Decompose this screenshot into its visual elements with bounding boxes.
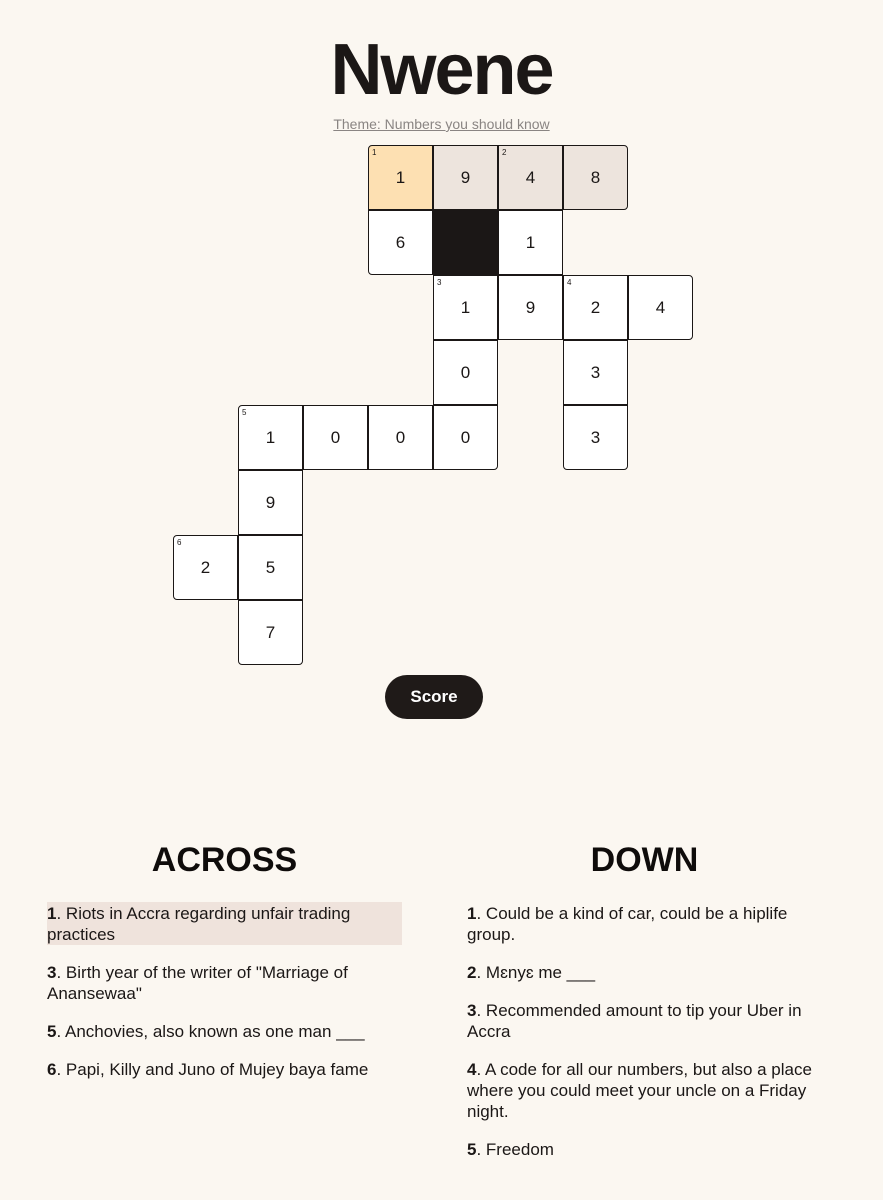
clue-text: . Birth year of the writer of "Marriage of Anansewaa" bbox=[47, 963, 348, 1003]
cell-value: 0 bbox=[460, 427, 471, 447]
cell-value: 4 bbox=[525, 167, 536, 187]
cell-value: 1 bbox=[525, 232, 536, 252]
across-heading: ACROSS bbox=[151, 841, 298, 879]
clue-text: . Freedom bbox=[476, 1140, 554, 1159]
down-clue-1[interactable] bbox=[467, 902, 827, 945]
across-clue-3[interactable] bbox=[47, 961, 402, 1004]
cell-number: 4 bbox=[567, 278, 572, 287]
cell-value: 4 bbox=[655, 297, 666, 317]
score-button[interactable]: Score bbox=[385, 675, 483, 719]
clue-text: . Riots in Accra regarding unfair trading practices bbox=[47, 904, 351, 944]
down-clue-3[interactable] bbox=[467, 999, 827, 1042]
grid-block-cell bbox=[433, 210, 498, 275]
grid-cell[interactable] bbox=[368, 210, 433, 275]
clue-number: 1 bbox=[467, 904, 477, 923]
cell-number: 6 bbox=[177, 538, 182, 547]
grid-cell[interactable] bbox=[433, 145, 498, 210]
cell-value: 8 bbox=[590, 167, 601, 187]
cell-number: 2 bbox=[502, 148, 507, 157]
cell-value: 3 bbox=[590, 362, 601, 382]
grid-cell[interactable] bbox=[173, 535, 238, 600]
grid-cell[interactable] bbox=[628, 275, 693, 340]
grid-cell[interactable] bbox=[368, 405, 433, 470]
across-clue-6[interactable] bbox=[47, 1058, 402, 1080]
down-clue-list bbox=[467, 902, 827, 1176]
grid-cell[interactable] bbox=[433, 340, 498, 405]
cell-number: 5 bbox=[242, 408, 247, 417]
cell-value: 0 bbox=[460, 362, 471, 382]
grid-cell[interactable] bbox=[498, 145, 563, 210]
across-clue-list bbox=[47, 902, 402, 1096]
cell-value: 9 bbox=[460, 167, 471, 187]
down-clue-4[interactable] bbox=[467, 1058, 827, 1122]
cell-value: 3 bbox=[590, 427, 601, 447]
clue-text: . Papi, Killy and Juno of Mujey baya fame bbox=[56, 1060, 369, 1079]
page-title: Nwene bbox=[330, 30, 553, 110]
cell-number: 3 bbox=[437, 278, 442, 287]
grid-cell[interactable] bbox=[238, 470, 303, 535]
cell-value: 2 bbox=[200, 557, 211, 577]
grid-cell[interactable] bbox=[563, 340, 628, 405]
grid-cell[interactable] bbox=[303, 405, 368, 470]
theme-link[interactable]: Theme: Numbers you should know bbox=[333, 116, 550, 132]
cell-value: 1 bbox=[460, 297, 471, 317]
grid-cell[interactable] bbox=[563, 405, 628, 470]
cell-number: 1 bbox=[372, 148, 377, 157]
cell-value: 1 bbox=[265, 427, 276, 447]
grid-cell[interactable] bbox=[238, 535, 303, 600]
cell-value: 9 bbox=[525, 297, 536, 317]
grid-cell[interactable] bbox=[433, 405, 498, 470]
cell-value: 2 bbox=[590, 297, 601, 317]
down-clue-5[interactable] bbox=[467, 1138, 827, 1160]
grid-cell[interactable] bbox=[498, 210, 563, 275]
grid-cell[interactable] bbox=[563, 275, 628, 340]
grid-cell[interactable] bbox=[368, 145, 433, 210]
grid-cell[interactable] bbox=[563, 145, 628, 210]
grid-cell[interactable] bbox=[433, 275, 498, 340]
clue-number: 6 bbox=[47, 1060, 57, 1079]
grid-cell[interactable] bbox=[238, 600, 303, 665]
clue-text: . Anchovies, also known as one man ___ bbox=[56, 1022, 365, 1041]
clue-number: 2 bbox=[467, 963, 477, 982]
across-clue-5[interactable] bbox=[47, 1020, 402, 1042]
across-clue-1[interactable] bbox=[47, 902, 402, 945]
cell-value: 5 bbox=[265, 557, 276, 577]
cell-value: 0 bbox=[330, 427, 341, 447]
cell-value: 6 bbox=[395, 232, 406, 252]
grid-cell[interactable] bbox=[498, 275, 563, 340]
clue-text: . Could be a kind of car, could be a hiplife group. bbox=[467, 904, 788, 944]
grid-cell[interactable] bbox=[238, 405, 303, 470]
clue-text: . Recommended amount to tip your Uber in Accra bbox=[467, 1001, 802, 1041]
clue-number: 4 bbox=[467, 1060, 477, 1079]
cell-value: 7 bbox=[265, 622, 276, 642]
clue-number: 1 bbox=[47, 904, 57, 923]
cell-value: 0 bbox=[395, 427, 406, 447]
down-heading: DOWN bbox=[590, 841, 699, 879]
clue-number: 3 bbox=[47, 963, 57, 982]
clue-text: . A code for all our numbers, but also a place where you could meet your uncle on a Friday night. bbox=[467, 1060, 812, 1121]
clue-number: 5 bbox=[47, 1022, 57, 1041]
crossword-grid bbox=[173, 145, 696, 668]
clue-number: 3 bbox=[467, 1001, 477, 1020]
down-clue-2[interactable] bbox=[467, 961, 827, 983]
cell-value: 1 bbox=[395, 167, 406, 187]
clue-number: 5 bbox=[467, 1140, 477, 1159]
clue-text: . Mɛnyɛ me ___ bbox=[476, 963, 596, 982]
cell-value: 9 bbox=[265, 492, 276, 512]
